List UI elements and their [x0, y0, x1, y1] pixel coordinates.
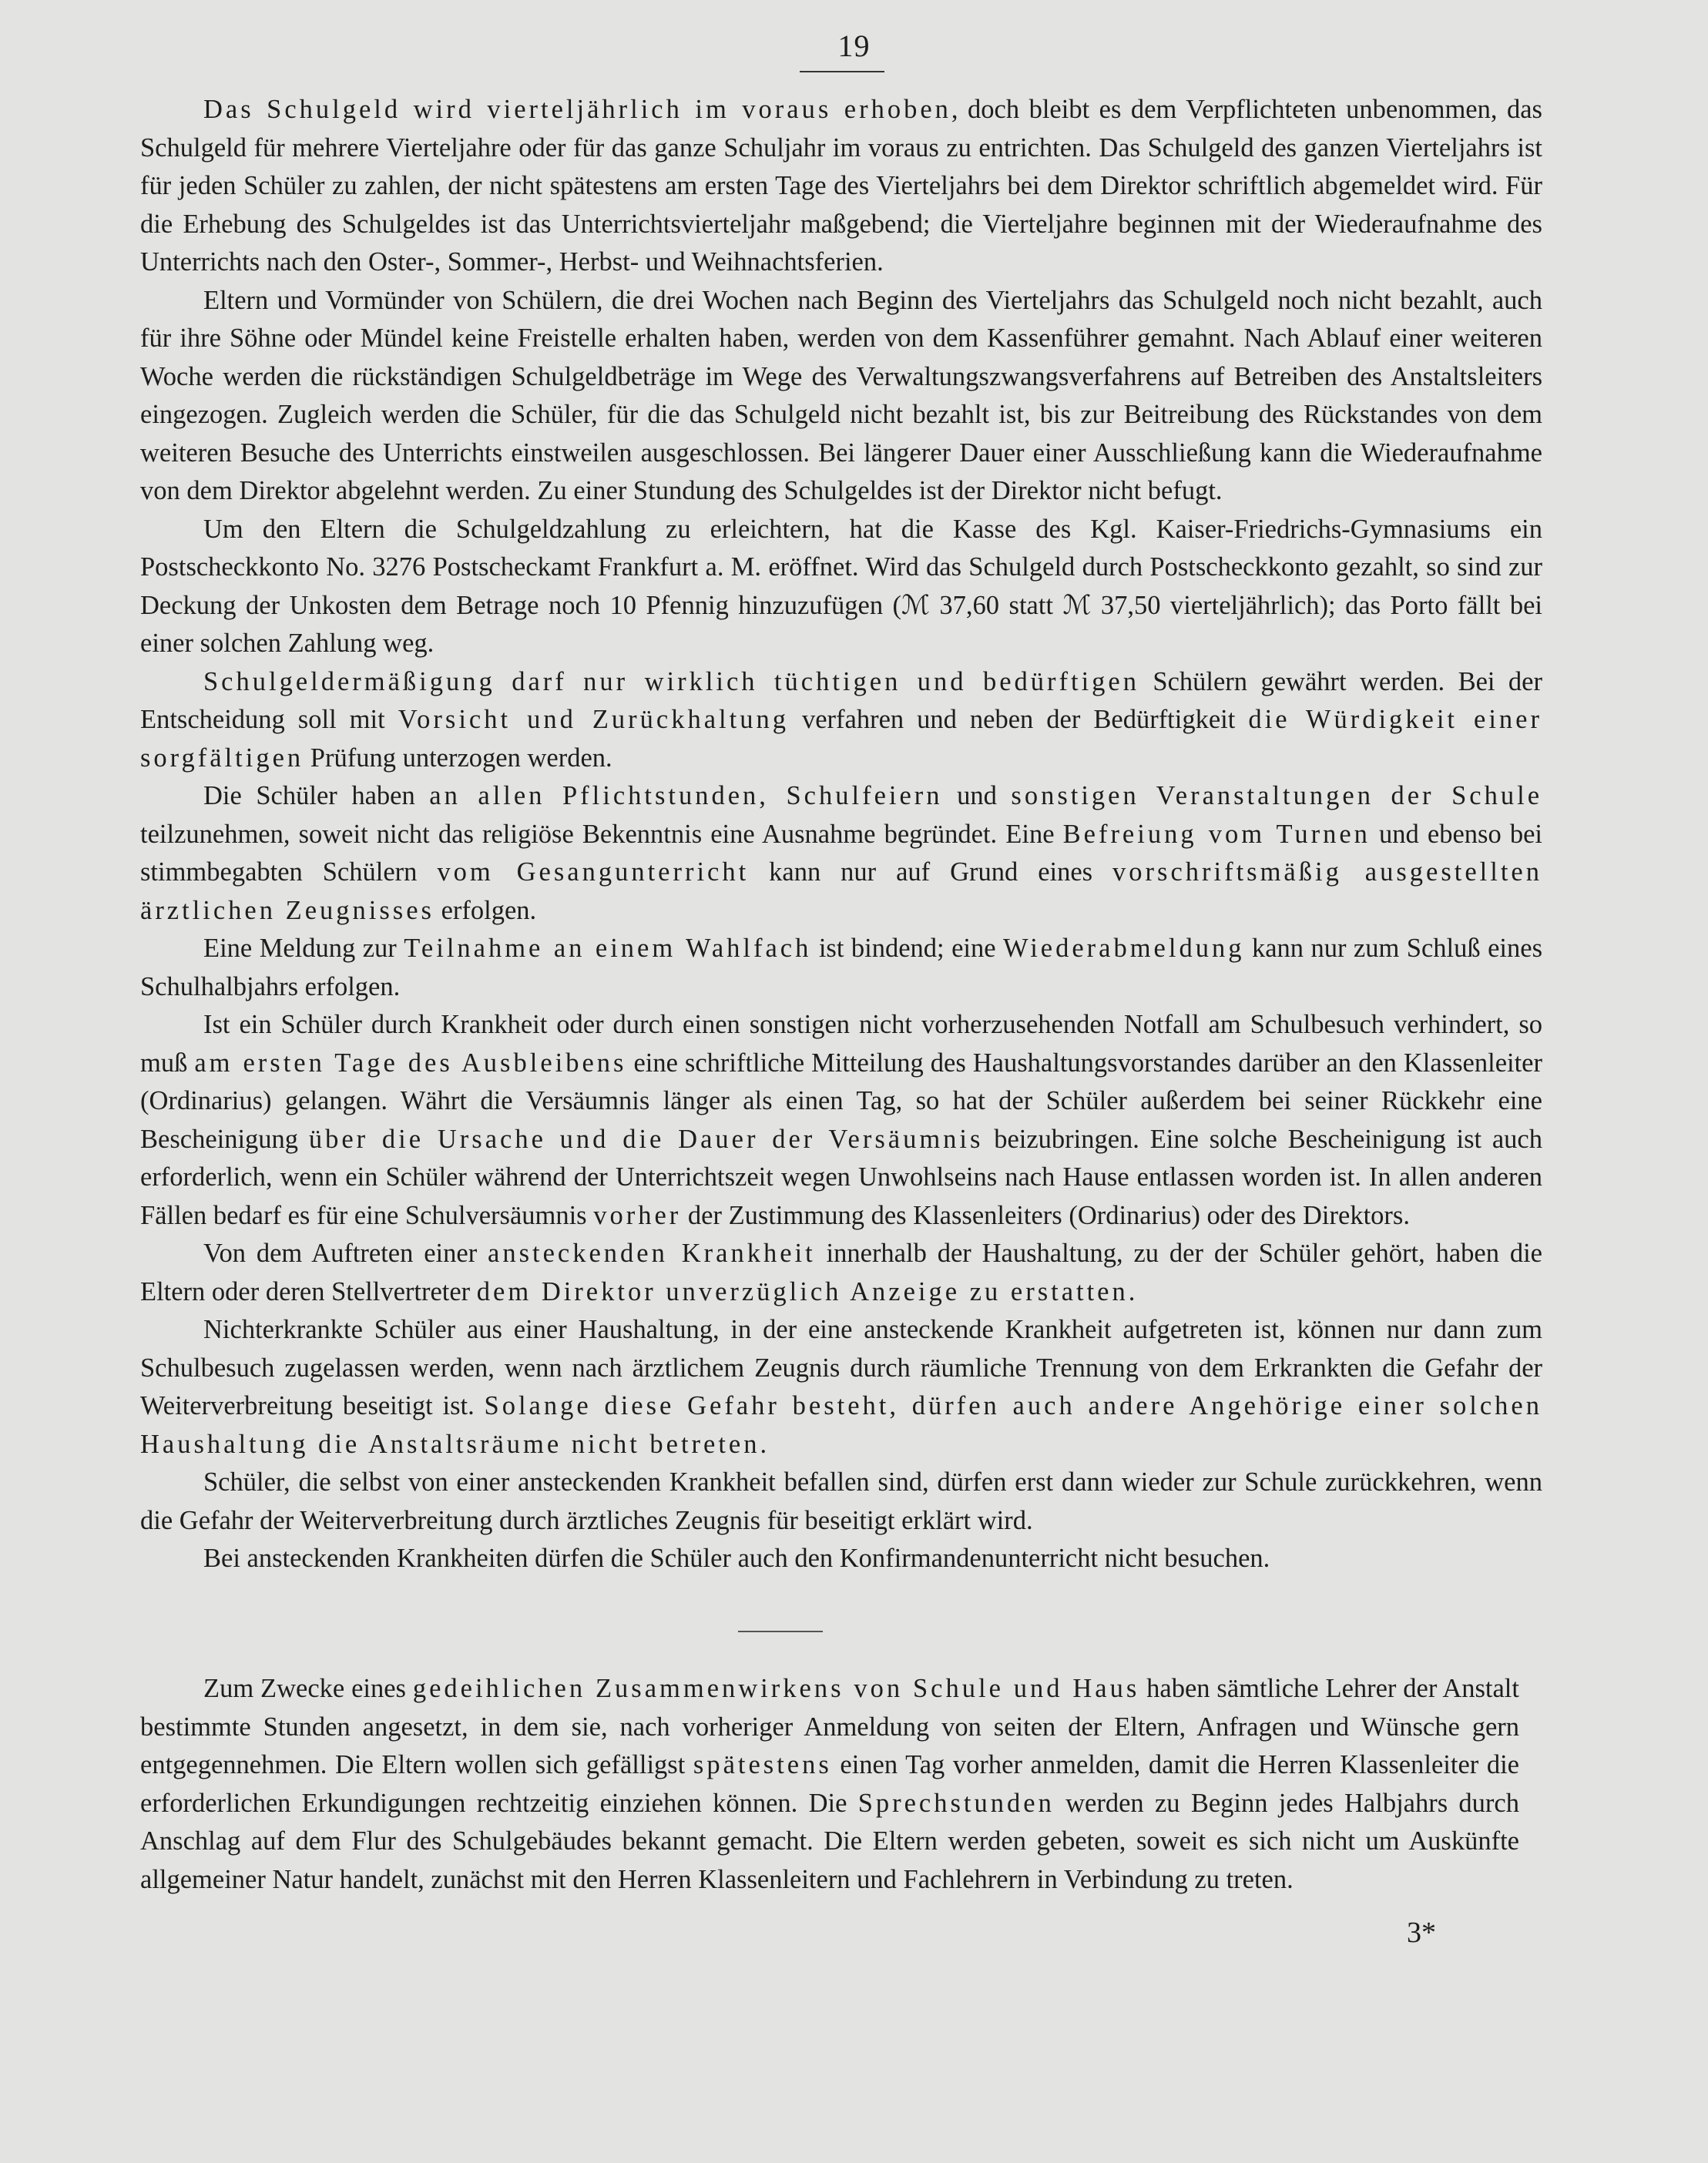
paragraph: [140, 91, 1542, 282]
text-run: Zum Zwecke eines: [203, 1674, 413, 1703]
text-run: Von dem Auftreten einer: [203, 1239, 488, 1268]
spaced-emphasis: sonstigen Veranstaltungen der Schule: [1011, 781, 1543, 810]
text-run: , doch bleibt es dem Verpflichteten unbenommen, das Schulgeld für mehrere Vierteljahre oder für das ganze Schuljahr im voraus zu entrichten. Das Schulgeld des ganzen Vierteljahrs ist für jeden Schüler zu zahlen, der nicht spätestens am ersten Tage des Vierteljahrs bei dem Direktor schriftlich abgemeldet wird. Für die Erhebung des Schulgeldes ist das Unterrichtsvierteljahr maßgebend; die Vierteljahre beginnen mit der Wiederaufnahme des Unterrichts nach den Oster-, Sommer-, Herbst- und Weihnachtsferien.: [140, 95, 1542, 277]
paragraph: [140, 511, 1542, 663]
consultation-text: [140, 1670, 1519, 1899]
text-run: und ebenso bei stimmbegabten Schülern: [140, 819, 1542, 887]
spaced-emphasis: dem Direktor unverzüglich Anzeige zu erstatten.: [476, 1276, 1139, 1306]
text-run: Bei ansteckenden Krankheiten dürfen die Schüler auch den Konfirmandenunterricht nicht besuchen.: [203, 1544, 1270, 1573]
spaced-emphasis: ansteckenden Krankheit: [488, 1239, 816, 1268]
regulations-text: [140, 91, 1542, 1578]
spaced-emphasis: Solange diese Gefahr besteht, dürfen auch andere Angehörige einer solchen Haushaltung die Anstaltsräume nicht betreten.: [140, 1391, 1542, 1459]
page-number: 19: [837, 29, 871, 63]
paragraph: [140, 282, 1542, 511]
paragraph: [140, 663, 1542, 778]
text-run: Eltern und Vormünder von Schülern, die drei Wochen nach Beginn des Vierteljahrs das Schulgeld noch nicht bezahlt, auch für ihre Söhne oder Mündel keine Freistelle erhalten haben, werden von dem Kassenführer gemahnt. Nach Ablauf einer weiteren Woche werden die rückständigen Schulgeldbeträge im Wege des Verwaltungszwangsverfahrens auf Betreiben des Anstaltsleiters eingezogen. Zugleich werden die Schüler, für die das Schulgeld nicht bezahlt ist, bis zur Beitreibung des Rückstandes von dem weiteren Besuche des Unterrichts einstweilen ausgeschlossen. Bei längerer Dauer einer Ausschließung kann die Wiederaufnahme von dem Direktor abgelehnt werden. Zu einer Stundung des Schulgeldes ist der Direktor nicht befugt.: [140, 285, 1542, 505]
spaced-emphasis: vorschriftsmäßig ausgestellten ärztlichen Zeugnisses: [140, 857, 1542, 925]
text-run: verfahren und neben der Bedürftigkeit: [788, 705, 1249, 734]
text-run: einen Tag vorher anmelden, damit die Herren Klassenleiter die erforderlichen Erkundigungen rechtzeitig einziehen können. Die: [140, 1750, 1519, 1818]
spaced-emphasis: an allen Pflichtstunden, Schulfeiern: [429, 781, 943, 810]
paragraph: [140, 1235, 1542, 1311]
paragraph: [140, 1540, 1542, 1578]
text-run: eine schriftliche Mitteilung des Haushaltungsvorstandes darüber an den Klassenleiter (Ordinarius) gelangen. Währt die Versäumnis länger als einen Tag, so hat der Schüler außerdem bei seiner Rückkehr eine Bescheinigung: [140, 1048, 1542, 1154]
text-run: Eine Meldung zur: [203, 934, 404, 963]
text-run: kann nur auf Grund eines: [749, 857, 1113, 887]
spaced-emphasis: Vorsicht und Zurückhaltung: [398, 705, 789, 734]
spaced-emphasis: spätestens: [693, 1750, 832, 1779]
paragraph: [140, 1464, 1542, 1540]
spaced-emphasis: Befreiung vom Turnen: [1062, 819, 1371, 849]
spaced-emphasis: über die Ursache und die Dauer der Versäumnis: [308, 1124, 984, 1154]
paragraph: [140, 930, 1542, 1006]
text-run: beizubringen. Eine solche Bescheinigung ist auch erforderlich, wenn ein Schüler während der Unterrichtszeit wegen Unwohlseins nach Hause entlassen worden ist. In allen anderen Fällen bedarf es für eine Schulversäumnis: [140, 1124, 1542, 1230]
spaced-emphasis: die Würdigkeit einer sorgfältigen: [140, 705, 1542, 773]
text-run: Ist ein Schüler durch Krankheit oder durch einen sonstigen nicht vorherzusehenden Notfall am Schulbesuch verhindert, so muß: [140, 1010, 1542, 1078]
page-number-rule: [800, 71, 884, 72]
sheet-signature: 3*: [1407, 1917, 1436, 1949]
spaced-emphasis: Sprechstunden: [857, 1788, 1055, 1818]
text-run: teilzunehmen, soweit nicht das religiöse Bekenntnis eine Ausnahme begründet. Eine: [140, 819, 1063, 849]
text-run: und: [942, 781, 1012, 810]
text-run: Schüler, die selbst von einer ansteckenden Krankheit befallen sind, dürfen erst dann wieder zur Schule zurückkehren, wenn die Gefahr der Weiterverbreitung durch ärztliches Zeugnis für beseitigt erklärt wird.: [140, 1467, 1542, 1535]
text-run: werden zu Beginn jedes Halbjahrs durch Anschlag auf dem Flur des Schulgebäudes bekannt gemacht. Die Eltern werden gebeten, soweit es sich nicht um Auskünfte allgemeiner Natur handelt, zunächst mit den Herren Klassenleitern und Fachlehrern in Verbindung zu treten.: [140, 1788, 1519, 1894]
text-run: Die Schüler haben: [203, 781, 430, 810]
section-divider: [738, 1631, 823, 1632]
spaced-emphasis: Wiederabmeldung: [1003, 934, 1245, 963]
spaced-emphasis: vorher: [593, 1200, 682, 1230]
text-run: kann nur zum Schluß eines Schulhalbjahrs erfolgen.: [140, 934, 1542, 1001]
paragraph: [140, 1006, 1542, 1235]
text-run: der Zustimmung des Klassenleiters (Ordinarius) oder des Direktors.: [681, 1200, 1410, 1230]
text-run: erfolgen.: [434, 895, 537, 925]
spaced-emphasis: vom Gesangunterricht: [437, 857, 750, 887]
spaced-emphasis: Das Schulgeld wird vierteljährlich im voraus erhoben: [203, 95, 951, 124]
text-run: Um den Eltern die Schulgeldzahlung zu erleichtern, hat die Kasse des Kgl. Kaiser-Friedrichs-Gymnasiums ein Postscheckkonto No. 3276 Postscheckamt Frankfurt a. M. eröffnet. Wird das Schulgeld durch Postscheckkonto gezahlt, so sind zur Deckung der Unkosten dem Betrage noch 10 Pfennig hinzuzufügen (ℳ 37,60 statt ℳ 37,50 vierteljährlich); das Porto fällt bei einer solchen Zahlung weg.: [140, 514, 1542, 658]
spaced-emphasis: Schulgeldermäßigung darf nur wirklich tüchtigen und bedürftigen: [203, 666, 1139, 696]
text-run: innerhalb der Haushaltung, zu der der Schüler gehört, haben die Eltern oder deren Stellvertreter: [140, 1239, 1542, 1306]
spaced-emphasis: gedeihlichen Zusammenwirkens von Schule und Haus: [412, 1674, 1140, 1703]
text-run: Prüfung unterzogen werden.: [304, 743, 612, 773]
paragraph: [140, 1670, 1519, 1899]
paragraph: [140, 777, 1542, 930]
text-run: Schülern gewährt werden. Bei der Entscheidung soll mit: [140, 666, 1542, 734]
paragraph: [140, 1311, 1542, 1464]
spaced-emphasis: Teilnahme an einem Wahlfach: [404, 934, 812, 963]
spaced-emphasis: am ersten Tage des Ausbleibens: [194, 1048, 627, 1078]
text-run: ist bindend; eine: [811, 934, 1004, 963]
text-run: haben sämtliche Lehrer der Anstalt bestimmte Stunden angesetzt, in dem sie, nach vorheriger Anmeldung von seiten der Eltern, Anfragen und Wünsche gern entgegennehmen. Die Eltern wollen sich gefälligst: [140, 1674, 1519, 1779]
text-run: Nichterkrankte Schüler aus einer Haushaltung, in der eine ansteckende Krankheit aufgetreten ist, können nur dann zum Schulbesuch zugelassen werden, wenn nach ärztlichem Zeugnis durch räumliche Trennung von dem Erkrankten die Gefahr der Weiterverbreitung beseitigt ist.: [140, 1315, 1542, 1420]
